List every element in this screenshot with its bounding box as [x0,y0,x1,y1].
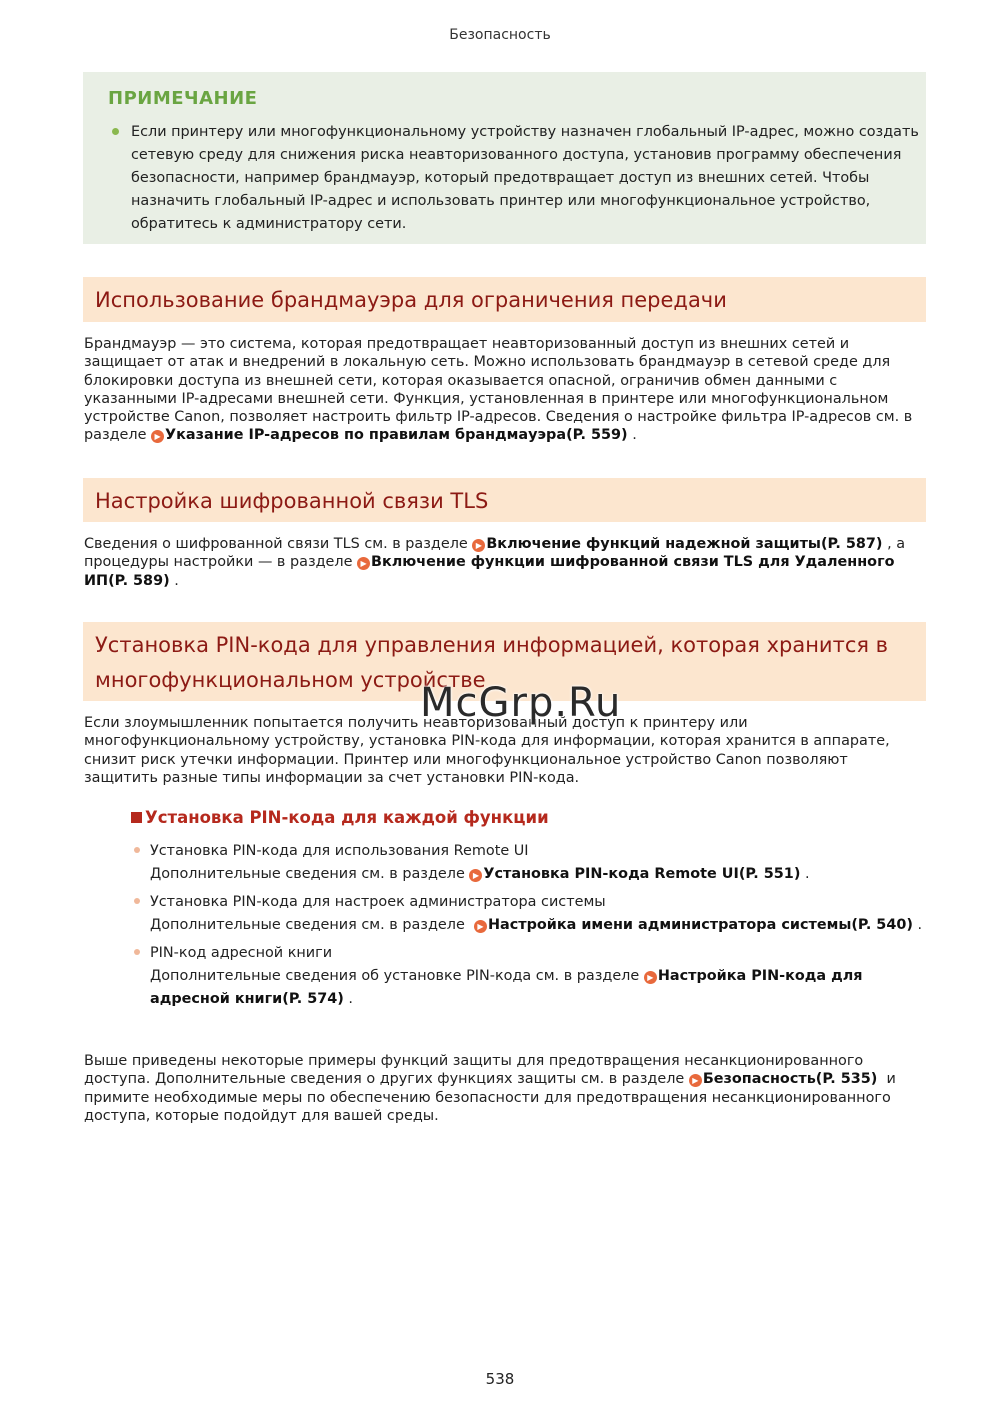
page-number: 538 [485,1370,515,1388]
list-item-title: Установка PIN-кода для использования Remote UI [150,843,529,859]
link-arrow-icon: ▶ [469,869,482,882]
list-item-detail [150,914,930,937]
link-arrow-icon: ▶ [357,557,370,570]
list-item-tail: . [343,991,353,1007]
heading-firewall: Использование брандмауэра для ограничения передачи [83,277,926,322]
tls-paragraph [84,535,924,590]
subheading-text: Установка PIN-кода для каждой функции [145,808,549,827]
link-arrow-icon: ▶ [644,971,657,984]
link-arrow-icon: ▶ [474,920,487,933]
heading-pin-line1: Установка PIN-кода для управления информацией, которая хранится в [95,633,889,657]
bullet-icon [134,949,140,955]
firewall-tail: . [627,427,637,444]
closing-tail: и примите необходимые меры по обеспечению безопасности для предотвращения несанкционированного доступа, которые подойдут для вашей среды. [84,1071,901,1124]
note-text: Если принтеру или многофункциональному устройству назначен глобальный IP-адрес, можно создать сетевую среду для снижения риска неавторизованного доступа, установив программу обеспечения безопасности, например брандмауэр, который предотвращает доступ из внешних сетей. Чтобы назначить глобальный IP-адрес и использовать принтер или многофункциональное устройство, обратитесь к администратору сети. [131,124,919,232]
link-arrow-icon: ▶ [472,539,485,552]
bullet-icon [134,847,140,853]
tls-body-middle: , а процедуры настройки — в разделе [84,536,906,571]
note-title: ПРИМЕЧАНИЕ [108,88,258,109]
heading-pin-line2: многофункциональном устройстве [95,668,486,692]
closing-paragraph [84,1052,924,1125]
bullet-icon [112,128,119,135]
page-header: Безопасность [449,27,551,43]
tls-body-start: Сведения о шифрованной связи TLS см. в разделе [84,536,473,552]
square-bullet-icon [131,812,142,823]
link-firewall-ip[interactable]: Указание IP-адресов по правилам брандмауэра(P. 559) [165,427,628,444]
list-item-tail: . [912,917,923,933]
link-pin-remote-ui[interactable]: Установка PIN-кода Remote UI(P. 551) [483,866,801,882]
firewall-body: Брандмауэр — это система, которая предотвращает неавторизованный доступ из внешних сетей и защищает от атак и внедрений в локальную сеть. Можно использовать брандмауэр в сетевой среде для блокировки доступа из внешней сети, которая оказывается опасной, ограничив обмен данными с указанными IP-адресами внешней сети. Функция, установленная в принтере или многофункциональном устройстве Canon, позволяет настроить фильтр IP-адресов. Сведения о настройке фильтра IP-адресов см. в разделе [84,336,913,444]
list-item-prefix: Дополнительные сведения об установке PIN-кода см. в разделе [150,968,644,984]
heading-tls: Настройка шифрованной связи TLS [83,478,926,522]
list-item-detail [150,965,930,1011]
pin-paragraph: Если злоумышленник попытается получить неавторизованный доступ к принтеру или многофункциональному устройству, установка PIN-кода для информации, которая хранится в аппарате, снизит риск утечки информации. Принтер или многофункциональное устройство Canon позволяют защитить разные типы информации за счет установки PIN-кода. [84,715,890,786]
link-arrow-icon: ▶ [689,1074,702,1087]
link-arrow-icon: ▶ [151,430,164,443]
link-security[interactable]: Безопасность(P. 535) [702,1071,878,1088]
tls-tail: . [169,572,179,589]
link-secure-functions[interactable]: Включение функций надежной защиты(P. 587) [486,536,883,552]
link-address-book-pin[interactable]: Настройка PIN-кода для адресной книги(P. 574) [150,968,863,1007]
list-item-title: PIN-код адресной книги [150,945,333,961]
bullet-icon [134,898,140,904]
list-item-detail [150,863,930,886]
subheading-pin-functions [131,808,549,827]
list-item-prefix: Дополнительные сведения см. в разделе [150,866,470,882]
list-item-title: Установка PIN-кода для настроек администратора системы [150,894,606,910]
closing-body: Выше приведены некоторые примеры функций защиты для предотвращения несанкционированного доступа. Дополнительные сведения о других функциях защиты см. в разделе [84,1053,864,1088]
note-box [83,72,926,244]
watermark: McGrp.Ru [420,680,622,726]
list-item-prefix: Дополнительные сведения см. в разделе [150,917,474,933]
firewall-paragraph [84,335,924,445]
list-item-tail: . [800,866,810,882]
link-tls-remote-ui[interactable]: Включение функции шифрованной связи TLS для Удаленного ИП(P. 589) [84,554,895,589]
link-admin-name[interactable]: Настройка имени администратора системы(P. 540) [487,917,913,933]
